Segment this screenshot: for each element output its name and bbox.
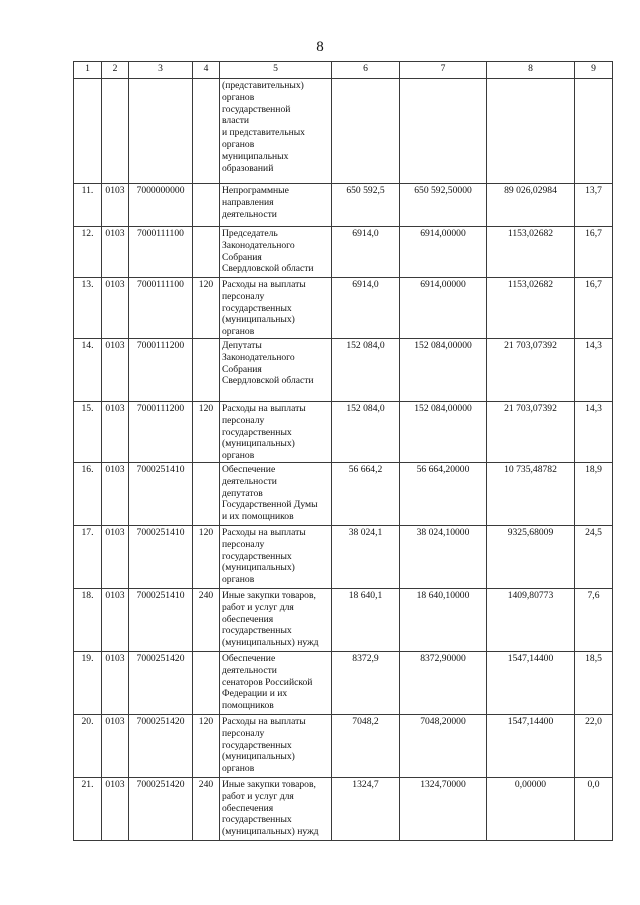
- cell-percent: 14,3: [575, 401, 613, 462]
- cell-refined: 6914,00000: [400, 227, 487, 278]
- cell-target: 7000111200: [129, 401, 193, 462]
- cell-plan: 38 024,1: [332, 525, 400, 588]
- budget-table: [73, 61, 613, 841]
- cell-expense: 120: [193, 525, 220, 588]
- header-row: [74, 62, 613, 79]
- cell-expense: [193, 462, 220, 525]
- cell-section: 0103: [102, 462, 129, 525]
- table-row: [74, 338, 613, 401]
- cell-num: 15.: [74, 401, 102, 462]
- cell-executed: 0,00000: [487, 777, 575, 840]
- cell-percent: 16,7: [575, 227, 613, 278]
- cell-num: 11.: [74, 184, 102, 227]
- table-row: [74, 714, 613, 777]
- cell-percent: 16,7: [575, 278, 613, 339]
- cell-target: 7000251410: [129, 588, 193, 651]
- cell-target: 7000111200: [129, 338, 193, 401]
- cell-executed: 1547,14400: [487, 651, 575, 714]
- cell-refined: 7048,20000: [400, 714, 487, 777]
- cell-plan: 18 640,1: [332, 588, 400, 651]
- cell-executed: 1547,14400: [487, 714, 575, 777]
- cell-percent: 7,6: [575, 588, 613, 651]
- cell-refined: [400, 79, 487, 184]
- cell-expense: 240: [193, 777, 220, 840]
- cell-target: 7000251410: [129, 525, 193, 588]
- cell-percent: 24,5: [575, 525, 613, 588]
- table-row: [74, 401, 613, 462]
- cell-refined: 18 640,10000: [400, 588, 487, 651]
- cell-target: 7000111100: [129, 278, 193, 339]
- cell-name: (представительных) органов государственной власти и представительных органов муниципальных образований: [220, 79, 332, 184]
- cell-section: 0103: [102, 184, 129, 227]
- cell-name: Расходы на выплаты персоналу государственных (муниципальных) органов: [220, 714, 332, 777]
- cell-section: 0103: [102, 777, 129, 840]
- cell-target: 7000111100: [129, 227, 193, 278]
- cell-executed: 21 703,07392: [487, 401, 575, 462]
- cell-refined: 56 664,20000: [400, 462, 487, 525]
- cell-percent: 13,7: [575, 184, 613, 227]
- cell-executed: 1409,80773: [487, 588, 575, 651]
- cell-num: 13.: [74, 278, 102, 339]
- cell-expense: 120: [193, 714, 220, 777]
- table-row: [74, 184, 613, 227]
- cell-name: Расходы на выплаты персоналу государственных (муниципальных) органов: [220, 401, 332, 462]
- cell-num: 12.: [74, 227, 102, 278]
- cell-name: Обеспечение деятельности сенаторов Российской Федерации и их помощников: [220, 651, 332, 714]
- cell-plan: 152 084,0: [332, 338, 400, 401]
- page-number: 8: [316, 39, 324, 55]
- cell-plan: 6914,0: [332, 278, 400, 339]
- cell-expense: [193, 651, 220, 714]
- cell-percent: 18,5: [575, 651, 613, 714]
- cell-plan: 6914,0: [332, 227, 400, 278]
- header-cell: 1: [74, 62, 102, 79]
- cell-plan: 152 084,0: [332, 401, 400, 462]
- cell-section: 0103: [102, 401, 129, 462]
- cell-executed: 1153,02682: [487, 227, 575, 278]
- cell-section: 0103: [102, 588, 129, 651]
- cell-refined: 152 084,00000: [400, 338, 487, 401]
- header-cell: 2: [102, 62, 129, 79]
- cell-target: 7000251420: [129, 714, 193, 777]
- table-row: [74, 278, 613, 339]
- cell-refined: 6914,00000: [400, 278, 487, 339]
- cell-expense: [193, 184, 220, 227]
- table-row: [74, 462, 613, 525]
- cell-expense: [193, 338, 220, 401]
- cell-num: 21.: [74, 777, 102, 840]
- header-cell: 7: [400, 62, 487, 79]
- cell-expense: 240: [193, 588, 220, 651]
- cell-section: 0103: [102, 651, 129, 714]
- cell-refined: 1324,70000: [400, 777, 487, 840]
- cell-expense: 120: [193, 278, 220, 339]
- table-row: [74, 651, 613, 714]
- cell-num: 19.: [74, 651, 102, 714]
- cell-num: 17.: [74, 525, 102, 588]
- table-row: [74, 588, 613, 651]
- cell-num: 18.: [74, 588, 102, 651]
- cell-num: [74, 79, 102, 184]
- cell-num: 20.: [74, 714, 102, 777]
- cell-executed: 10 735,48782: [487, 462, 575, 525]
- cell-target: 7000251410: [129, 462, 193, 525]
- cell-percent: 22,0: [575, 714, 613, 777]
- cell-section: 0103: [102, 227, 129, 278]
- cell-target: 7000251420: [129, 651, 193, 714]
- table-row: [74, 777, 613, 840]
- cell-target: 7000251420: [129, 777, 193, 840]
- cell-section: 0103: [102, 338, 129, 401]
- header-cell: 3: [129, 62, 193, 79]
- cell-executed: 9325,68009: [487, 525, 575, 588]
- cell-refined: 8372,90000: [400, 651, 487, 714]
- cell-percent: 0,0: [575, 777, 613, 840]
- cell-name: Иные закупки товаров, работ и услуг для обеспечения государственных (муниципальных) нужд: [220, 777, 332, 840]
- cell-name: Иные закупки товаров, работ и услуг для обеспечения государственных (муниципальных) нужд: [220, 588, 332, 651]
- cell-percent: 18,9: [575, 462, 613, 525]
- cell-plan: 650 592,5: [332, 184, 400, 227]
- cell-target: [129, 79, 193, 184]
- cell-plan: 8372,9: [332, 651, 400, 714]
- header-cell: 6: [332, 62, 400, 79]
- cell-refined: 152 084,00000: [400, 401, 487, 462]
- cell-name: Расходы на выплаты персоналу государственных (муниципальных) органов: [220, 525, 332, 588]
- cell-target: 7000000000: [129, 184, 193, 227]
- cell-num: 16.: [74, 462, 102, 525]
- header-cell: 8: [487, 62, 575, 79]
- cell-expense: 120: [193, 401, 220, 462]
- table-body: [74, 79, 613, 841]
- cell-expense: [193, 79, 220, 184]
- cell-plan: 1324,7: [332, 777, 400, 840]
- cell-name: Непрограммные направления деятельности: [220, 184, 332, 227]
- header-cell: 9: [575, 62, 613, 79]
- cell-expense: [193, 227, 220, 278]
- cell-section: [102, 79, 129, 184]
- cell-section: 0103: [102, 525, 129, 588]
- table-row: [74, 525, 613, 588]
- cell-executed: [487, 79, 575, 184]
- cell-executed: 89 026,02984: [487, 184, 575, 227]
- cell-plan: [332, 79, 400, 184]
- cell-section: 0103: [102, 714, 129, 777]
- cell-percent: [575, 79, 613, 184]
- cell-refined: 38 024,10000: [400, 525, 487, 588]
- header-cell: 4: [193, 62, 220, 79]
- cell-name: Обеспечение деятельности депутатов Государственной Думы и их помощников: [220, 462, 332, 525]
- cell-section: 0103: [102, 278, 129, 339]
- cell-plan: 56 664,2: [332, 462, 400, 525]
- cell-percent: 14,3: [575, 338, 613, 401]
- cell-executed: 21 703,07392: [487, 338, 575, 401]
- cell-plan: 7048,2: [332, 714, 400, 777]
- cell-executed: 1153,02682: [487, 278, 575, 339]
- cell-num: 14.: [74, 338, 102, 401]
- cell-name: Расходы на выплаты персоналу государственных (муниципальных) органов: [220, 278, 332, 339]
- header-cell: 5: [220, 62, 332, 79]
- cell-name: Депутаты Законодательного Собрания Свердловской области: [220, 338, 332, 401]
- table-row: [74, 227, 613, 278]
- cell-name: Председатель Законодательного Собрания Свердловской области: [220, 227, 332, 278]
- cell-refined: 650 592,50000: [400, 184, 487, 227]
- table-row-continuation: [74, 79, 613, 184]
